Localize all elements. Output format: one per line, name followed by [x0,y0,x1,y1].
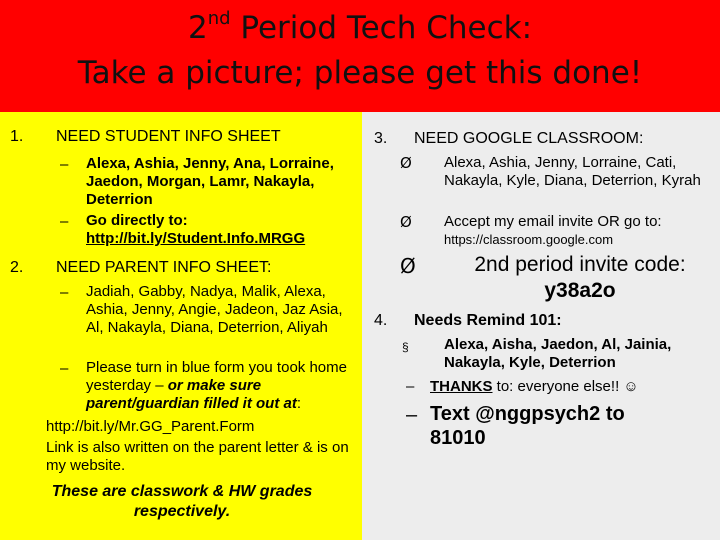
student-info-heading: NEED STUDENT INFO SHEET [56,128,281,145]
turn-in-instructions [86,359,356,413]
classroom-url[interactable]: https://classroom.google.com [444,232,614,247]
student-info-names: Alexa, Ashia, Jenny, Ana, Lorraine, Jaedon, Morgan, Lamr, Nakayla, Deterrion [86,155,334,208]
turn-in-text: Please turn in blue form you took home yesterday – [86,359,347,394]
item-number-1: 1. [10,128,24,145]
arrow-bullet-icon: Ø [400,254,416,278]
item-number-2: 2. [10,259,24,276]
title-ordinal-number: 2 [187,10,208,46]
remind-names: Alexa, Aisha, Jaedon, Al, Jainia, Nakayla, Kyle, Deterrion [444,336,672,371]
thanks-label: THANKS [430,378,493,395]
colon: : [296,395,302,412]
dash-marker: – [60,360,69,377]
arrow-bullet-icon: Ø [400,154,412,172]
grades-footer: These are classwork & HW grades respectively. [51,483,313,520]
link-note: Link is also written on the parent letter & is on my website. [46,439,349,474]
page-title [0,6,720,96]
dash-marker: – [406,404,418,426]
google-classroom-heading: NEED GOOGLE CLASSROOM: [414,130,644,147]
title-line-1 [0,6,720,51]
student-info-link[interactable]: http://bit.ly/Student.Info.MRGG [86,230,306,247]
item-number-3: 3. [374,130,388,147]
dash-marker: – [60,284,69,301]
invite-code-block [444,252,716,304]
item-number-4: 4. [374,312,388,329]
arrow-bullet-icon: Ø [400,213,412,231]
title-ordinal-suffix: nd [207,8,231,29]
thanks-text: to: everyone else!! ☺ [492,378,639,395]
classroom-names: Alexa, Ashia, Jenny, Lorraine, Cati, Nakayla, Kyle, Diana, Deterrion, Kyrah [444,154,701,189]
accept-invite-text: Accept my email invite OR go to: [444,213,662,230]
parent-form-url[interactable]: http://bit.ly/Mr.GG_Parent.Form [46,418,255,435]
title-line-1-text: Period Tech Check: [230,10,533,46]
make-sure-text: or make sure parent/guardian filled it out at [86,377,297,412]
thanks-line [430,378,716,396]
remind-heading: Needs Remind 101: [414,312,562,329]
parent-info-heading: NEED PARENT INFO SHEET: [56,259,272,276]
square-bullet-icon: § [402,340,409,354]
dash-marker: – [406,378,415,395]
right-panel [362,112,720,540]
invite-code-label: 2nd period invite code: [474,253,686,276]
title-line-2: Take a picture; please get this done! [77,55,643,91]
invite-code-value: y38a2o [544,279,616,302]
go-directly-text [86,212,356,248]
dash-marker: – [60,156,69,173]
go-directly-label: Go directly to: [86,212,188,229]
text-remind-instructions: Text @nggpsych2 to 81010 [430,403,625,449]
left-panel [0,112,362,540]
parent-info-names: Jadiah, Gabby, Nadya, Malik, Alexa, Ashia, Jenny, Angie, Jadeon, Jaz Asia, Al, Nakayla, Diana, Deterrion, Aliyah [86,283,343,336]
dash-marker: – [60,213,69,230]
